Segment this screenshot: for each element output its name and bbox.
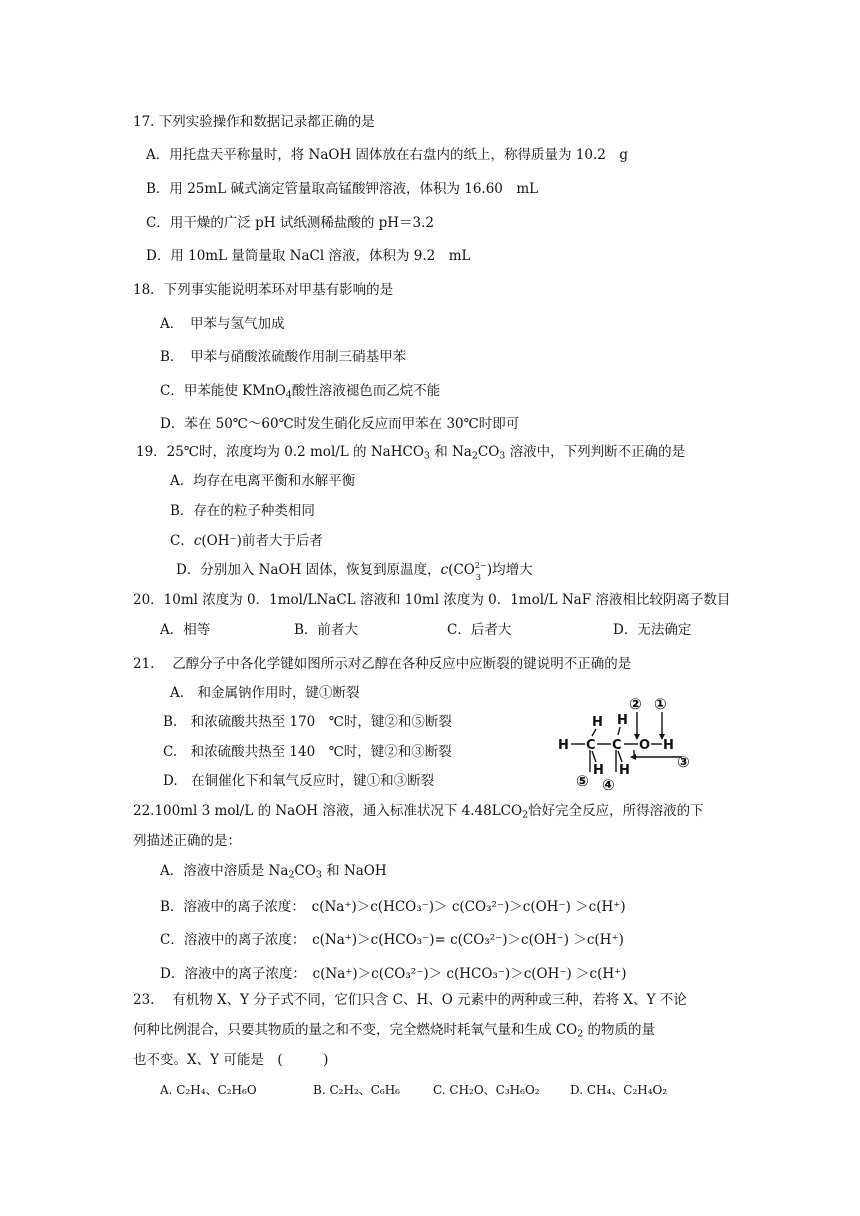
q18-c-post: 酸性溶液褪色而乙烷不能 [291, 383, 441, 399]
q22-stem1-b: 恰好完全反应，所得溶液的下 [528, 803, 704, 819]
q22-option-b: B．溶液中的离子浓度： c(Na⁺)＞c(HCO₃⁻)＞ c(CO₃²⁻)＞c(OH⁻) ＞c(H⁺) [160, 899, 626, 915]
bond-label-2: ② [629, 695, 642, 713]
q22-stem-line1 [133, 802, 704, 824]
q18-option-b: B． 甲苯与硝酸浓硫酸作用制三硝基甲苯 [160, 349, 407, 365]
q23-option-d: D. CH₄、C₂H₄O₂ [570, 1083, 668, 1097]
q19-d-ion: (CO [448, 562, 475, 578]
atom-c1: C [586, 738, 596, 753]
q22-a-sub2: 3 [315, 869, 322, 881]
q22-option-d: D．溶液中的离子浓度： c(Na⁺)＞c(CO₃²⁻)＞ c(HCO₃⁻)＞c(OH⁻) ＞c(H⁺) [160, 966, 627, 982]
q17-option-c: C．用干燥的广泛 pH 试纸测稀盐酸的 pH＝3.2 [146, 215, 435, 231]
q19-stem [136, 443, 685, 465]
ethanol-bond-diagram [550, 690, 700, 795]
q23-stem-line1: 23. 有机物 X、Y 分子式不同，它们只含 C、H、O 元素中的两种或三种，若将 X、Y 不论 [133, 992, 687, 1008]
arrowhead-3 [630, 754, 636, 760]
bond-c2-h-top [618, 727, 620, 735]
atom-h-bottom-2: H [619, 763, 630, 778]
q20-stem: 20．10ml 浓度为 0．1mol/LNaCL 溶液和 10ml 浓度为 0．1mol/L NaF 溶液相比较阴离子数目 [133, 592, 731, 608]
q19-stem-s2: 2 [471, 450, 478, 462]
q19-stem-d: 溶液中，下列判断不正确的是 [505, 444, 686, 460]
q17-option-d: D．用 10mL 量筒量取 NaCl 溶液，体积为 9.2 mL [146, 248, 471, 264]
q22-stem-line2: 列描述正确的是： [133, 833, 241, 849]
q21-option-a: A. 和金属钠作用时，键①断裂 [170, 685, 360, 701]
q19-stem-c: CO [477, 444, 500, 460]
q17-option-a: A．用托盘天平称量时，将 NaOH 固体放在右盘内的纸上，称得质量为 10.2 g [146, 147, 629, 163]
q22-a-sub1: 2 [288, 869, 295, 881]
q20-option-b: B．前者大 [294, 622, 358, 638]
q21-option-c: C. 和浓硫酸共热至 140 ℃时，键②和③断裂 [163, 744, 452, 760]
atom-o: O [639, 738, 651, 753]
q23-stem2-b: 的物质的量 [583, 1022, 655, 1038]
atom-h-bottom-1: H [593, 763, 604, 778]
q23-option-a: A. C₂H₄、C₂H₆O [160, 1083, 257, 1097]
q23-stem-line3: 也不变。X、Y 可能是 ( ) [133, 1052, 329, 1068]
q17-option-b: B．用 25mL 碱式滴定管量取高锰酸钾溶液，体积为 16.60 mL [146, 181, 539, 197]
q20-option-c: C．后者大 [447, 622, 512, 638]
q19-c-post: (OH⁻)前者大于后者 [201, 533, 323, 549]
q19-stem-s1: 3 [423, 450, 430, 462]
q18-c-sub: 4 [285, 389, 292, 401]
q21-stem: 21. 乙醇分子中各化学键如图所示对乙醇在各种反应中应断裂的键说明不正确的是 [133, 656, 632, 672]
q19-d-pre: D．分别加入 NaOH 固体，恢复到原温度， [176, 562, 441, 578]
q18-option-c [160, 382, 440, 404]
atom-h-top-1: H [592, 715, 603, 730]
q20-option-a: A．相等 [160, 622, 211, 638]
q23-option-b: B. C₂H₂、C₆H₆ [313, 1083, 400, 1097]
q19-option-a: A．均存在电离平衡和水解平衡 [170, 473, 356, 489]
bond-label-5: ⑤ [576, 772, 589, 790]
q22-a-pre: A．溶液中溶质是 Na [160, 863, 289, 879]
q23-stem-line2 [133, 1021, 655, 1043]
q18-c-pre: C．甲苯能使 KMnO [160, 383, 286, 399]
q19-stem-b: 和 Na [429, 444, 472, 460]
bond-label-1: ① [654, 695, 667, 713]
q22-stem1-a: 22.100ml 3 mol/L 的 NaOH 溶液，通入标准状况下 4.48LCO [133, 803, 523, 819]
q19-c-pre: C． [170, 533, 194, 549]
q20-options [160, 621, 720, 639]
q22-option-c: C．溶液中的离子浓度： c(Na⁺)＞c(HCO₃⁻)= c(CO₃²⁻)＞c(OH⁻) ＞c(H⁺) [160, 932, 624, 948]
atom-c2: C [612, 738, 622, 753]
q23-stem2-a: 何种比例混合，只要其物质的量之和不变，完全燃烧时耗氧气量和生成 CO [133, 1022, 578, 1038]
q19-stem-s3: 3 [499, 450, 506, 462]
q19-stem-a: 19．25℃时，浓度均为 0.2 mol/L 的 NaHCO [136, 444, 424, 460]
bond-label-3: ③ [677, 753, 690, 771]
q20-option-d: D．无法确定 [613, 622, 692, 638]
bond-c1-h-top [592, 729, 596, 736]
atom-h-left: H [558, 738, 569, 753]
q22-a-post: 和 NaOH [321, 863, 387, 879]
q23-options [160, 1081, 720, 1099]
q19-d-italic: c [440, 562, 449, 578]
atom-h-top-2: H [617, 713, 628, 728]
q21-option-b: B. 和浓硫酸共热至 170 ℃时，键②和⑤断裂 [163, 714, 452, 730]
q19-d-sub: 3 [475, 572, 481, 582]
q22-a-mid: CO [294, 863, 316, 879]
q18-option-d: D．苯在 50℃～60℃时发生硝化反应而甲苯在 30℃时即可 [160, 416, 520, 432]
q19-d-post: )均增大 [486, 562, 533, 578]
q22-stem1-sub: 2 [522, 809, 529, 821]
q19-option-d [176, 560, 533, 582]
q23-stem2-sub: 2 [577, 1028, 584, 1040]
q23-option-c: C. CH₂O、C₃H₆O₂ [433, 1083, 540, 1097]
bond-label-4: ④ [602, 776, 615, 794]
q21-option-d: D. 在铜催化下和氧气反应时，键①和③断裂 [163, 773, 435, 789]
atom-h-right: H [663, 738, 674, 753]
q17-stem: 17. 下列实验操作和数据记录都正确的是 [133, 114, 375, 130]
q19-d-sup: 2− [474, 560, 487, 570]
q19-c-italic: c [193, 533, 202, 549]
q18-stem: 18．下列事实能说明苯环对甲基有影响的是 [133, 282, 394, 298]
q18-option-a: A． 甲苯与氢气加成 [160, 316, 285, 332]
q19-option-c [170, 532, 323, 550]
q22-option-a [160, 862, 387, 884]
q19-option-b: B．存在的粒子种类相同 [170, 503, 315, 519]
